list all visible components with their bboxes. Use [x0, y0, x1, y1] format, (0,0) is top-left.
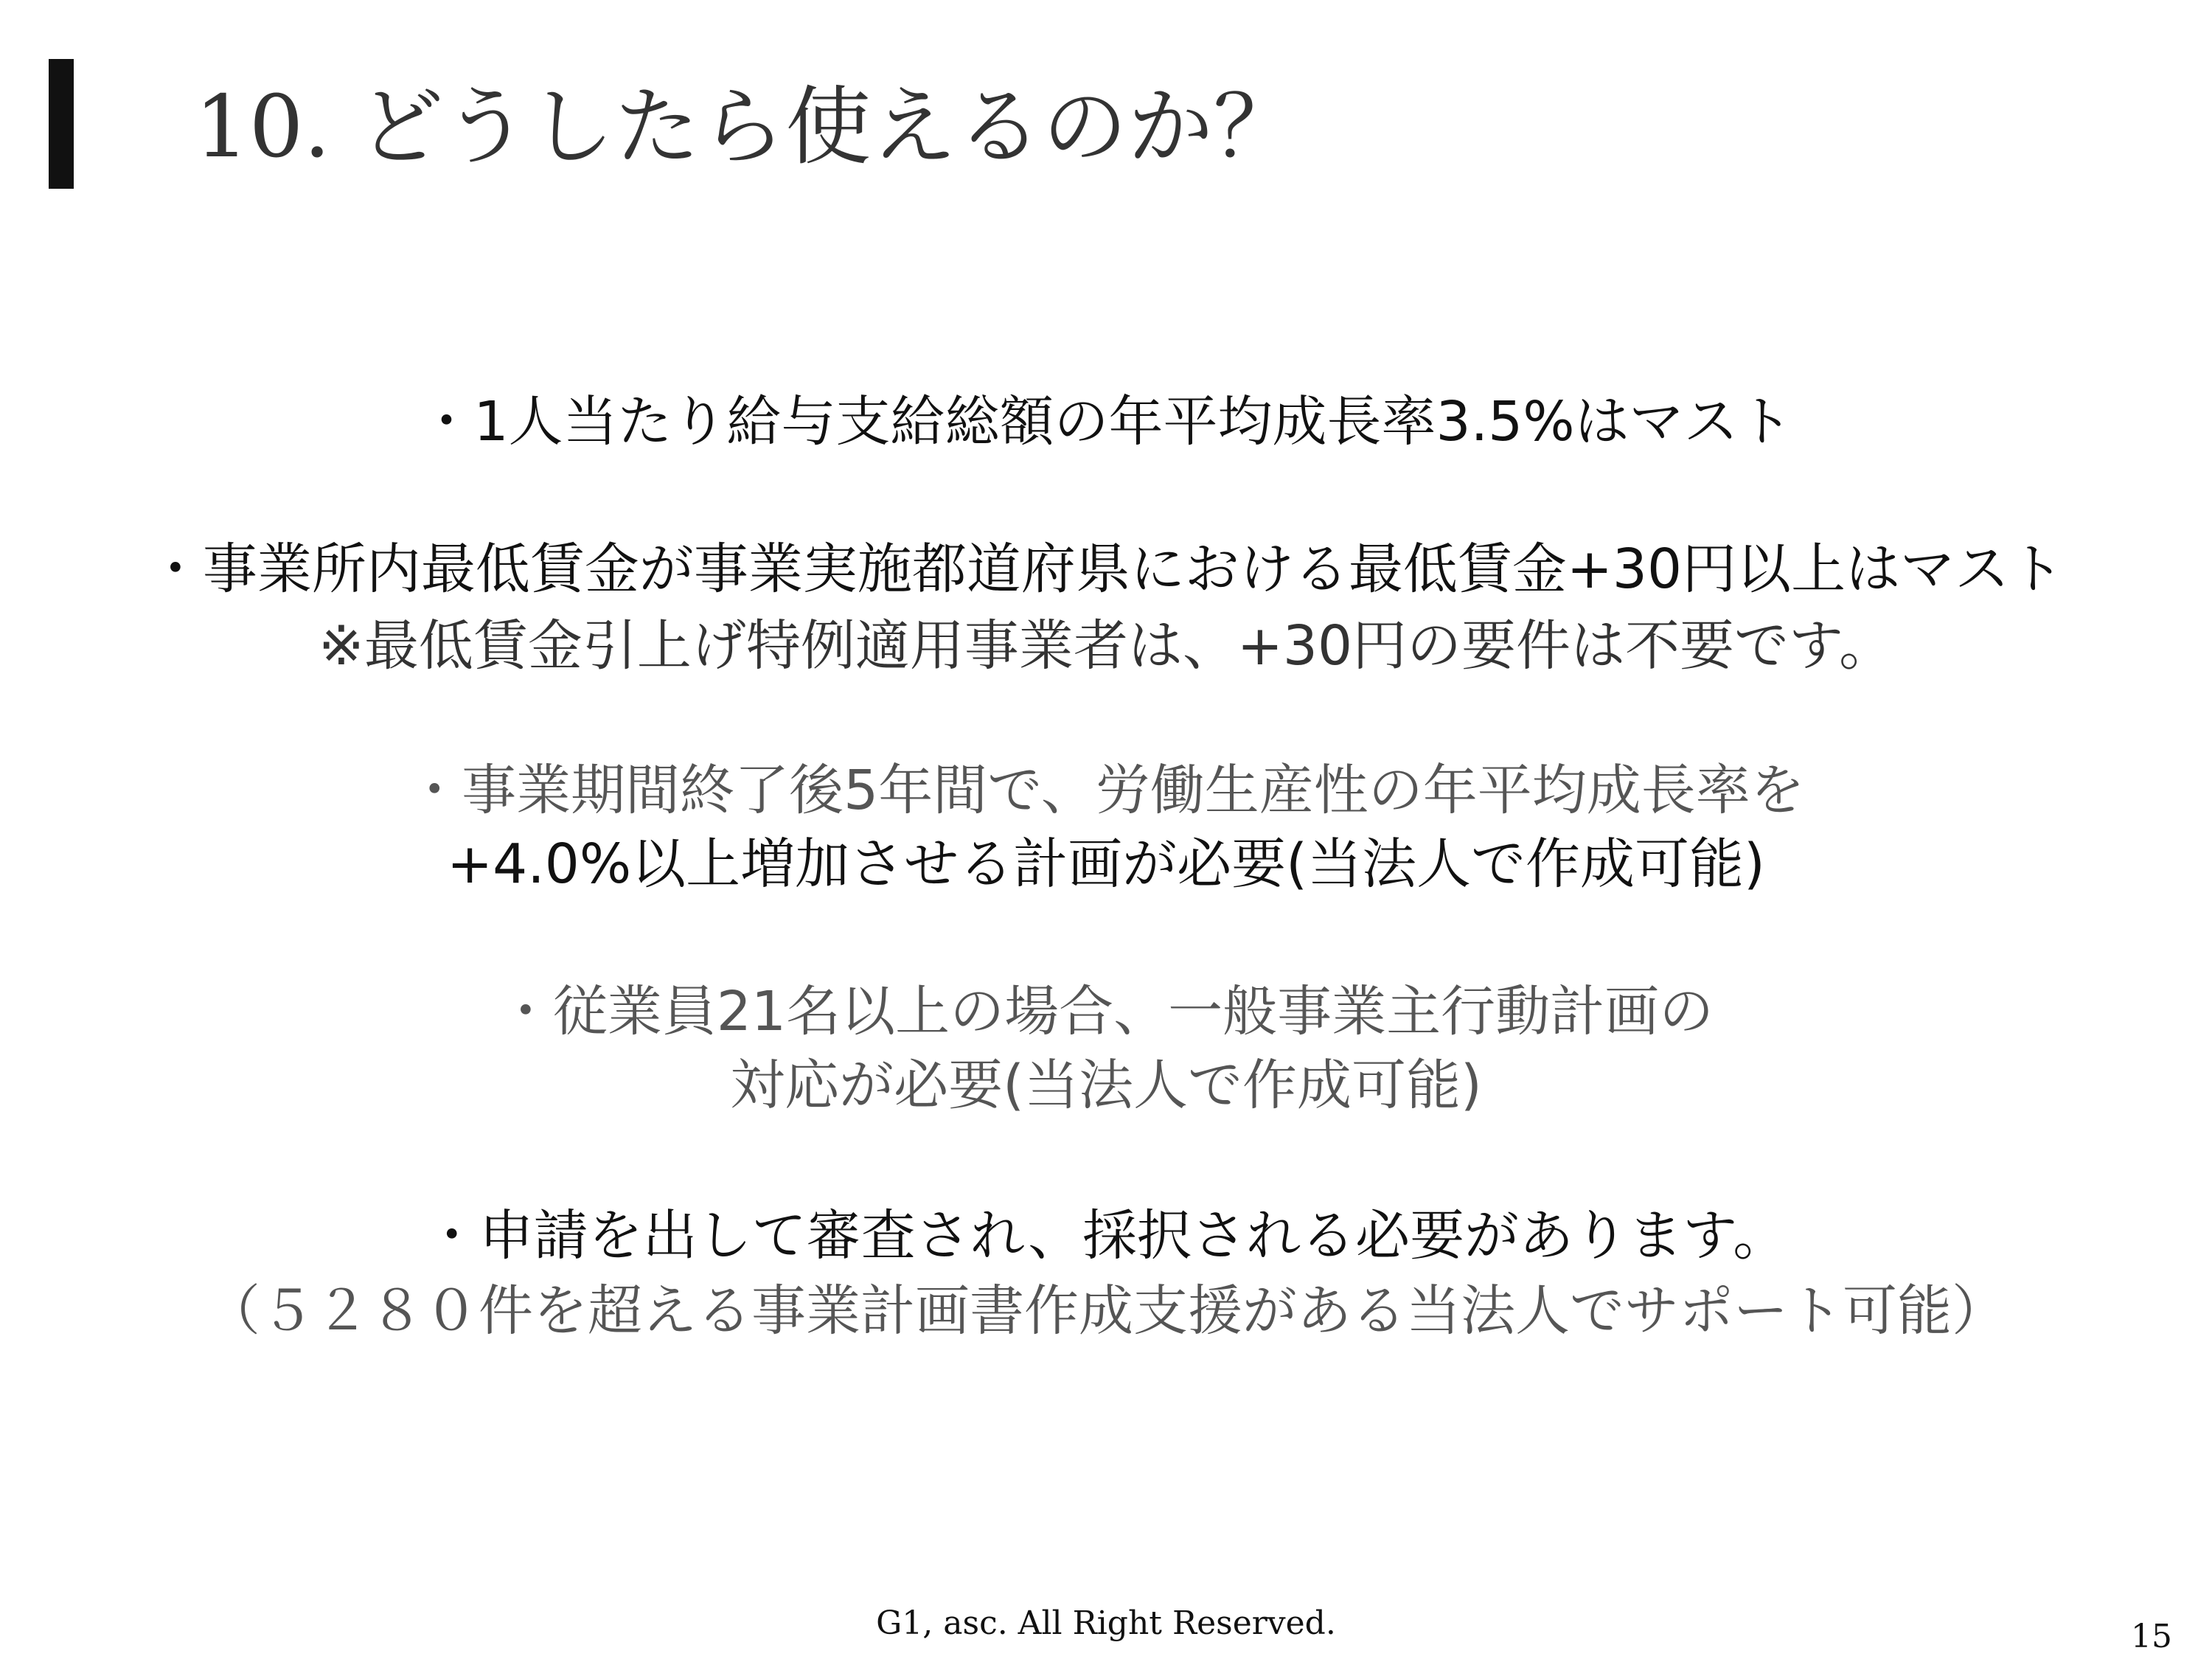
page-number: 15	[2131, 1618, 2172, 1655]
copyright-footer: G1, asc. All Right Reserved.	[876, 1604, 1336, 1642]
bullet-5-line-1: ・申請を出して審査され、採択される必要があります。	[424, 1204, 1788, 1267]
bullet-1-line-1: ・1人当たり給与支給総額の年平均成長率3.5%はマスト	[419, 390, 1793, 453]
bullet-3-line-2: +4.0%以上増加させる計画が必要(当法人で作成可能)	[447, 832, 1765, 896]
slide-title: 10. どうしたら使えるのか？	[195, 77, 1299, 177]
bullet-4-line-1: ・従業員21名以上の場合、一般事業主行動計画の	[498, 980, 1714, 1043]
bullet-2-line-2: ※最低賃金引上げ特例適用事業者は、+30円の要件は不要です。	[318, 614, 1894, 678]
bullet-5-line-2: （５２８０件を超える事業計画書作成支援がある当法人でサポート可能）	[206, 1279, 2006, 1343]
bullet-4-line-2: 対応が必要(当法人で作成可能)	[730, 1054, 1482, 1117]
bullet-3-line-1: ・事業期間終了後5年間で、労働生産性の年平均成長率を	[407, 759, 1805, 822]
bullet-2-line-1: ・事業所内最低賃金が事業実施都道府県における最低賃金+30円以上はマスト	[147, 538, 2065, 601]
